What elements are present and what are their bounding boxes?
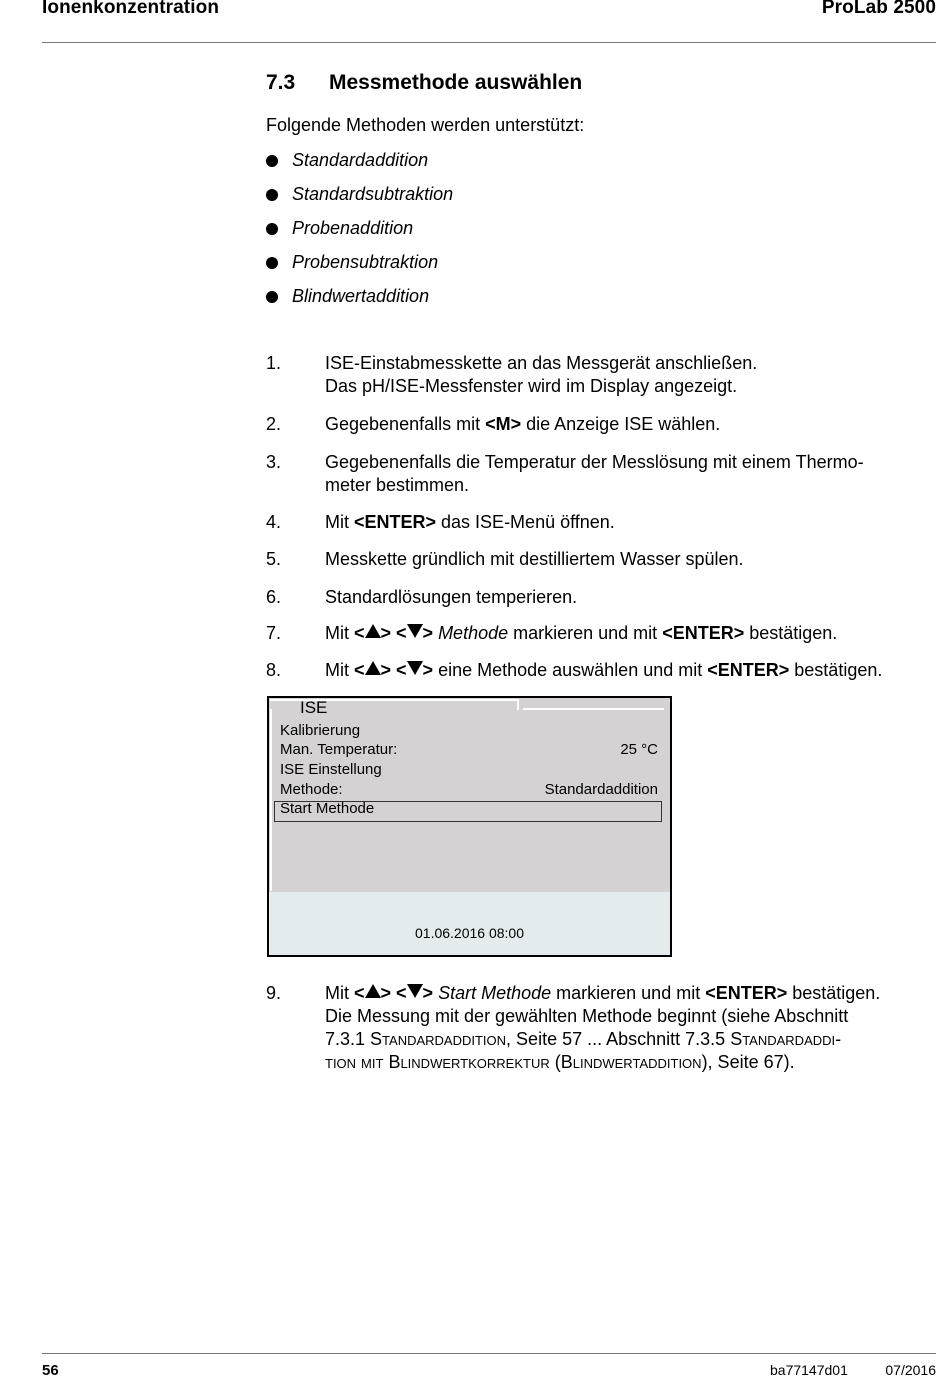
- link-standardaddition-blindwert[interactable]: Standardaddi-: [730, 1029, 842, 1049]
- step-5-text: Messkette gründlich mit destilliertem Wasser spülen.: [325, 549, 744, 569]
- temperatur-value: 25 °C: [620, 741, 658, 758]
- arrow-up-icon: [365, 624, 381, 638]
- bullet-icon: [266, 257, 278, 269]
- arrow-up-icon: [365, 661, 381, 675]
- step-9-line-1: Mit < > < > Start Methode markieren und mit <ENTER> bestätigen.: [325, 983, 881, 1003]
- bullet-icon: [266, 223, 278, 235]
- arrow-down-icon: [407, 984, 423, 998]
- step-6-text: Standardlösungen temperieren.: [325, 587, 578, 607]
- step-1-number: 1.: [266, 353, 282, 373]
- key-enter: <ENTER>: [707, 660, 790, 680]
- key-enter: <ENTER>: [354, 512, 437, 532]
- display-frame-line: [270, 709, 272, 891]
- bullet-icon: [266, 291, 278, 303]
- section-number: 7.3: [266, 71, 296, 94]
- bullet-icon: [266, 155, 278, 167]
- doc-date: 07/2016: [885, 1362, 936, 1378]
- arrow-up-icon: [365, 984, 381, 998]
- header-left: Ionenkonzentration: [42, 0, 220, 18]
- arrow-down-icon: [407, 661, 423, 675]
- step-3-line-1: Gegebenenfalls die Temperatur der Messlösung mit einem Thermo-: [325, 452, 864, 472]
- footer-rule: [42, 1353, 936, 1354]
- display-datetime: 01.06.2016 08:00: [415, 925, 524, 941]
- step-9-line-4: tion mit Blindwertkorrektur (Blindwertaddition), Seite 67).: [325, 1052, 795, 1072]
- display-status-bar: [269, 892, 670, 955]
- page-number: 56: [42, 1362, 59, 1379]
- step-6-number: 6.: [266, 587, 282, 607]
- display-title: ISE: [300, 698, 328, 717]
- device-display: [267, 696, 672, 957]
- menu-item-temperatur[interactable]: Man. Temperatur:: [280, 741, 398, 758]
- step-9-line-3: 7.3.1 Standardaddition, Seite 57 ... Abschnitt 7.3.5 Standardaddi-: [325, 1029, 842, 1049]
- key-enter: <ENTER>: [705, 983, 788, 1003]
- step-9-number: 9.: [266, 983, 282, 1003]
- methode-value: Standardaddition: [544, 781, 658, 798]
- header-right: ProLab 2500: [821, 0, 936, 18]
- step-5-number: 5.: [266, 549, 282, 569]
- step-8-text: Mit < > < > eine Methode auswählen und mit <ENTER> bestätigen.: [325, 660, 883, 680]
- step-4-number: 4.: [266, 512, 282, 532]
- menu-item-methode[interactable]: Methode:: [280, 781, 343, 798]
- step-1-line-1: ISE-Einstabmesskette an das Messgerät anschließen.: [325, 353, 758, 373]
- arrow-down-icon: [407, 624, 423, 638]
- step-2-number: 2.: [266, 414, 282, 434]
- menu-item-ise-einstellung[interactable]: ISE Einstellung: [280, 761, 382, 778]
- header-rule: [42, 42, 936, 43]
- key-enter: <ENTER>: [662, 623, 745, 643]
- step-7-text: Mit < > < > Methode markieren und mit <ENTER> bestätigen.: [325, 623, 838, 643]
- display-tab-frame-right: [523, 699, 664, 710]
- doc-number: ba77147d01: [770, 1362, 848, 1378]
- menu-item-kalibrierung[interactable]: Kalibrierung: [280, 722, 361, 739]
- step-3-line-2: meter bestimmen.: [325, 475, 470, 495]
- step-1-line-2: Das pH/ISE-Messfenster wird im Display angezeigt.: [325, 376, 738, 396]
- step-4-text: Mit <ENTER> das ISE-Menü öffnen.: [325, 512, 615, 532]
- link-standardaddition[interactable]: Standardaddition: [370, 1029, 507, 1049]
- section-title: Messmethode auswählen: [329, 71, 583, 94]
- step-8-number: 8.: [266, 660, 282, 680]
- key-m: <M>: [485, 414, 522, 434]
- menu-item-start-methode[interactable]: Start Methode: [280, 800, 375, 817]
- step-9-line-2: Die Messung mit der gewählten Methode beginnt (siehe Abschnitt: [325, 1006, 849, 1026]
- step-2-text: Gegebenenfalls mit <M> die Anzeige ISE wählen.: [325, 414, 721, 434]
- step-3-number: 3.: [266, 452, 282, 472]
- bullet-icon: [266, 189, 278, 201]
- step-7-number: 7.: [266, 623, 282, 643]
- intro-text: Folgende Methoden werden unterstützt:: [266, 115, 585, 135]
